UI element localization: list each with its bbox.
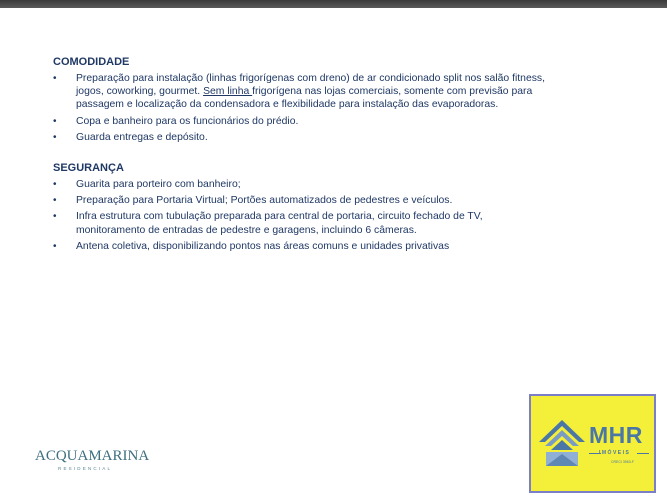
section-title-comodidade: COMODIDADE	[53, 56, 130, 68]
acquamarina-logo	[35, 448, 150, 471]
list-item	[53, 194, 553, 207]
list-item-text: Antena coletiva, disponibilizando pontos nas áreas comuns e unidades privativas	[76, 240, 450, 252]
list-item-underlined-text: Sem linha	[203, 86, 253, 98]
bullet-icon: •	[53, 179, 57, 191]
bullet-icon: •	[53, 240, 57, 252]
list-item-text: Preparação para Portaria Virtual; Portões automatizados de pedestres e veículos.	[76, 195, 453, 207]
bullet-icon: •	[53, 195, 57, 207]
list-item	[53, 115, 553, 128]
list-item	[53, 178, 553, 191]
list-item-text: frigorígena nas lojas comerciais, somente com previsão para passagem e localização da condensadora e flexibilidade para instalação das evaporadoras.	[76, 86, 533, 111]
divider	[637, 453, 649, 454]
mhr-logo-subtitle: IMÓVEIS	[599, 450, 631, 456]
bullet-icon: •	[53, 115, 57, 127]
bullet-icon: •	[53, 211, 57, 223]
mhr-logo-creci: CRECI 3963-F	[611, 460, 634, 464]
acquamarina-logo-subtitle: RESIDENCIAL	[58, 466, 113, 471]
seguranca-list	[53, 178, 553, 253]
list-item	[53, 131, 553, 144]
document-body	[53, 55, 553, 256]
list-item-text: Guarita para porteiro com banheiro;	[76, 179, 241, 191]
mhr-logo-name: MHR	[589, 422, 643, 448]
list-item	[53, 240, 553, 253]
list-item	[53, 210, 553, 236]
list-item-text: Infra estrutura com tubulação preparada para central de portaria, circuito fechado de TV, monitoramento de entradas de pedestre e garagens, incluindo 6 câmeras.	[76, 211, 483, 236]
house-roof-icon	[537, 416, 587, 468]
top-bar	[0, 0, 667, 8]
acquamarina-logo-name: ACQUAMARINA	[35, 448, 150, 464]
list-item-text: Guarda entregas e depósito.	[76, 131, 208, 143]
list-item-text: Copa e banheiro para os funcionários do prédio.	[76, 115, 299, 127]
section-title-seguranca: SEGURANÇA	[53, 162, 124, 175]
mhr-imoveis-logo	[529, 394, 656, 493]
comodidade-list	[53, 72, 553, 144]
bullet-icon: •	[53, 73, 57, 84]
list-item	[53, 72, 553, 112]
bullet-icon: •	[53, 131, 57, 143]
list-item-text: Preparação para instalação (linhas frigorígenas com dreno) de ar condicionado split nos salão fitness, jogos, coworking, gourmet.	[76, 73, 545, 98]
